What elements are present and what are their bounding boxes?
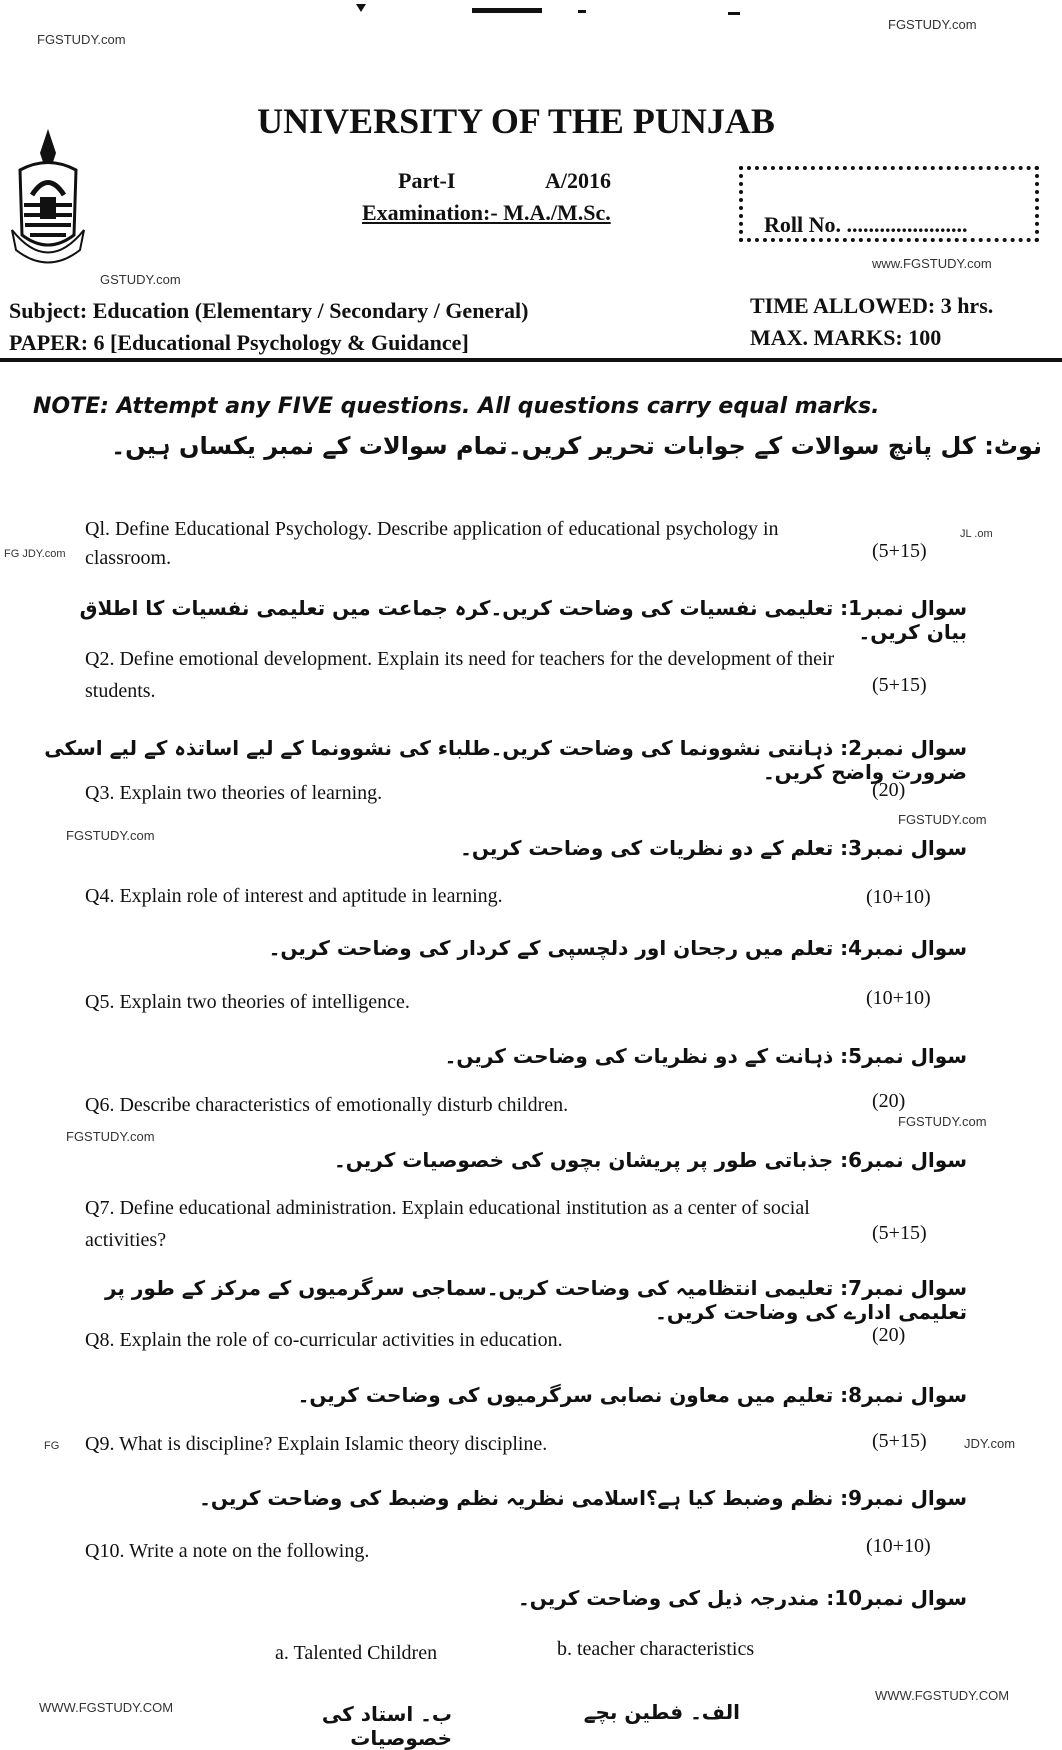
question-10-part-b: b. teacher characteristics [557, 1638, 755, 1660]
question-1-marks: (5+15) [872, 540, 927, 562]
question-5-urdu: سوال نمبر5: ذہانت کے دو نظریات کی وضاحت کریں۔ [444, 1044, 967, 1068]
scan-mark [356, 4, 366, 12]
scan-mark [578, 10, 586, 13]
instructions-note: NOTE: Attempt any FIVE questions. All questions carry equal marks. [33, 394, 880, 419]
question-9-urdu: سوال نمبر9: نظم وضبط کیا ہے؟اسلامی نظریہ نظم وضبط کی وضاحت کریں۔ [199, 1486, 967, 1510]
question-1-cont: classroom. [85, 547, 172, 569]
question-9-marks: (5+15) [872, 1430, 927, 1452]
watermark: WWW.FGSTUDY.COM [875, 1688, 1010, 1703]
question-3-urdu: سوال نمبر3: تعلم کے دو نظریات کی وضاحت کریں۔ [460, 836, 967, 860]
time-allowed: TIME ALLOWED: 3 hrs. [750, 293, 994, 318]
question-2-marks: (5+15) [872, 674, 927, 696]
university-crest-logo [10, 125, 86, 270]
watermark: FGSTUDY.com [66, 828, 155, 843]
roll-number-field[interactable]: Roll No. ...................... [764, 212, 968, 237]
university-title: UNIVERSITY OF THE PUNJAB [257, 101, 775, 141]
question-4-urdu: سوال نمبر4: تعلم میں رجحان اور دلچسپی کے کردار کی وضاحت کریں۔ [268, 936, 967, 960]
question-6-urdu: سوال نمبر6: جذباتی طور پر پریشان بچوں کی خصوصیات کریں۔ [334, 1148, 967, 1172]
examination-name: Examination:- M.A./M.Sc. [362, 200, 611, 225]
scan-mark [728, 12, 740, 15]
question-2: Q2. Define emotional development. Explain its need for teachers for the development of their [85, 648, 835, 670]
watermark: FGSTUDY.com [898, 812, 987, 827]
question-4: Q4. Explain role of interest and aptitude in learning. [85, 885, 503, 907]
question-10-marks: (10+10) [866, 1535, 931, 1557]
question-2-cont: students. [85, 680, 156, 702]
watermark: FGSTUDY.com [898, 1114, 987, 1129]
subject-line: Subject: Education (Elementary / Secondary / General) [9, 298, 529, 323]
watermark: FGSTUDY.com [66, 1129, 155, 1144]
question-9: Q9. What is discipline? Explain Islamic theory discipline. [85, 1433, 548, 1455]
question-3-marks: (20) [872, 779, 906, 801]
question-6: Q6. Describe characteristics of emotionally disturb children. [85, 1094, 569, 1116]
watermark: JL .om [960, 528, 993, 540]
question-7-urdu: سوال نمبر7: تعلیمی انتظامیہ کی وضاحت کریں۔سماجی سرگرمیوں کے مرکز کے طور پر تعلیمی ادارے کی وضاحت کریں۔ [104, 1276, 967, 1324]
watermark: FG JDY.com [4, 548, 66, 560]
question-10-part-a: a. Talented Children [275, 1642, 438, 1664]
question-4-marks: (10+10) [866, 886, 931, 908]
question-7-cont: activities? [85, 1229, 167, 1251]
instructions-note-urdu: نوٹ: کل پانچ سوالات کے جوابات تحریر کریں۔تمام سوالات کے نمبر یکساں ہیں۔ [111, 432, 1042, 460]
header-divider [0, 358, 1062, 362]
exam-session: A/2016 [545, 168, 611, 193]
watermark: GSTUDY.com [100, 272, 181, 287]
question-2-urdu: سوال نمبر2: ذہانتی نشوونما کی وضاحت کریں۔طلباء کی نشوونما کے لیے اساتذہ کے لیے اسکی ضرورت واضح کریں۔ [44, 736, 967, 784]
exam-part: Part-I [398, 168, 456, 193]
question-8: Q8. Explain the role of co-curricular activities in education. [85, 1329, 563, 1351]
question-8-marks: (20) [872, 1324, 906, 1346]
watermark: FGSTUDY.com [888, 17, 977, 32]
watermark: www.FGSTUDY.com [872, 256, 992, 271]
question-10: Q10. Write a note on the following. [85, 1540, 370, 1562]
watermark: JDY.com [964, 1436, 1016, 1451]
question-5: Q5. Explain two theories of intelligence. [85, 991, 410, 1013]
question-7-marks: (5+15) [872, 1222, 927, 1244]
question-1: Ql. Define Educational Psychology. Describe application of educational psychology in [85, 518, 779, 540]
watermark: WWW.FGSTUDY.COM [39, 1700, 174, 1715]
question-10-part-a-urdu: الف۔ فطین بچے [583, 1700, 740, 1724]
question-1-urdu: سوال نمبر1: تعلیمی نفسیات کی وضاحت کریں۔کرہ جماعت میں تعلیمی نفسیات کا اطلاق بیان کریں۔ [79, 596, 967, 644]
question-5-marks: (10+10) [866, 987, 931, 1009]
question-10-urdu: سوال نمبر10: مندرجہ ذیل کی وضاحت کریں۔ [518, 1586, 967, 1610]
question-8-urdu: سوال نمبر8: تعلیم میں معاون نصابی سرگرمیوں کی وضاحت کریں۔ [297, 1383, 967, 1407]
question-10-part-b-urdu: ب۔ استاد کی خصوصیات [321, 1702, 452, 1750]
paper-line: PAPER: 6 [Educational Psychology & Guidance] [9, 330, 469, 355]
watermark: FGSTUDY.com [37, 32, 126, 47]
question-3: Q3. Explain two theories of learning. [85, 782, 383, 804]
scan-mark [472, 8, 542, 13]
question-7: Q7. Define educational administration. Explain educational institution as a center of social [85, 1197, 810, 1219]
max-marks: MAX. MARKS: 100 [750, 325, 942, 350]
question-6-marks: (20) [872, 1090, 906, 1112]
watermark: FG [44, 1440, 60, 1452]
